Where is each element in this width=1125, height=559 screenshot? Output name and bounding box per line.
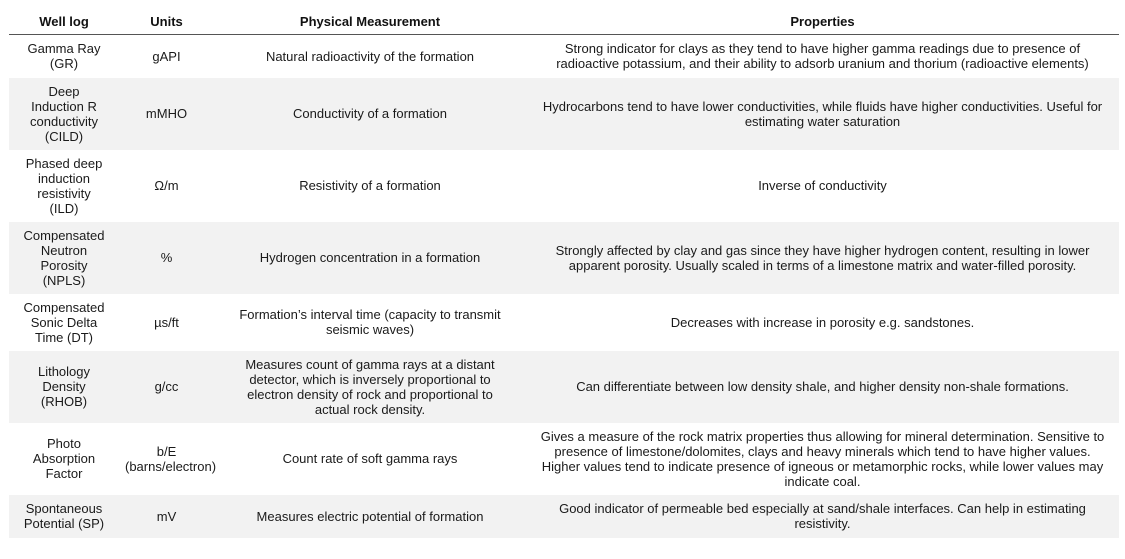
cell-well-log: Compensated Neutron Porosity (NPLS) — [9, 222, 119, 294]
cell-measurement: Measures count of gamma rays at a distant detector, which is inversely proportional to electron density of rock and proportional to actual rock density. — [214, 351, 526, 423]
cell-properties: Inverse of conductivity — [526, 150, 1119, 222]
cell-units: µs/ft — [119, 294, 214, 351]
cell-units: b/E (barns/electron) — [119, 423, 214, 495]
cell-units: Ω/m — [119, 150, 214, 222]
cell-measurement: Conductivity of a formation — [214, 78, 526, 150]
cell-well-log: Phased deep induction resistivity (ILD) — [9, 150, 119, 222]
table-row — [9, 423, 1119, 495]
header-well-log: Well log — [9, 8, 119, 35]
cell-units: g/cc — [119, 351, 214, 423]
cell-measurement: Measures electric potential of formation — [214, 495, 526, 538]
cell-properties: Good indicator of permeable bed especially at sand/shale interfaces. Can help in estimating resistivity. — [526, 495, 1119, 538]
cell-measurement: Count rate of soft gamma rays — [214, 423, 526, 495]
table-row — [9, 222, 1119, 294]
cell-measurement: Formation’s interval time (capacity to transmit seismic waves) — [214, 294, 526, 351]
cell-well-log: Gamma Ray (GR) — [9, 35, 119, 78]
cell-units: gAPI — [119, 35, 214, 78]
table-header — [9, 8, 1119, 35]
header-units: Units — [119, 8, 214, 35]
well-log-table — [9, 8, 1119, 538]
cell-units: mV — [119, 495, 214, 538]
cell-properties: Gives a measure of the rock matrix properties thus allowing for mineral determination. Sensitive to presence of limestone/dolomites, clays and heavy minerals which tend to have higher values. Higher values tend to indicate presence of igneous or metamorphic rocks, while lower values may indicate coal. — [526, 423, 1119, 495]
table-row — [9, 294, 1119, 351]
cell-measurement: Natural radioactivity of the formation — [214, 35, 526, 78]
cell-well-log: Spontaneous Potential (SP) — [9, 495, 119, 538]
cell-well-log: Deep Induction R conductivity (CILD) — [9, 78, 119, 150]
cell-well-log: Compensated Sonic Delta Time (DT) — [9, 294, 119, 351]
header-physical-measurement: Physical Measurement — [214, 8, 526, 35]
cell-properties: Decreases with increase in porosity e.g. sandstones. — [526, 294, 1119, 351]
table-row — [9, 150, 1119, 222]
cell-properties: Can differentiate between low density shale, and higher density non-shale formations. — [526, 351, 1119, 423]
cell-units: % — [119, 222, 214, 294]
header-row — [9, 8, 1119, 35]
cell-units: mMHO — [119, 78, 214, 150]
cell-measurement: Resistivity of a formation — [214, 150, 526, 222]
table-body — [9, 35, 1119, 538]
cell-well-log: Lithology Density (RHOB) — [9, 351, 119, 423]
cell-measurement: Hydrogen concentration in a formation — [214, 222, 526, 294]
cell-properties: Strong indicator for clays as they tend to have higher gamma readings due to presence of radioactive potassium, and their ability to adsorb uranium and thorium (radioactive elements) — [526, 35, 1119, 78]
table-row — [9, 351, 1119, 423]
cell-properties: Hydrocarbons tend to have lower conductivities, while fluids have higher conductivities. Useful for estimating water saturation — [526, 78, 1119, 150]
table-row — [9, 78, 1119, 150]
cell-properties: Strongly affected by clay and gas since they have higher hydrogen content, resulting in lower apparent porosity. Usually scaled in terms of a limestone matrix and water-filled porosity. — [526, 222, 1119, 294]
table-row — [9, 35, 1119, 78]
header-properties: Properties — [526, 8, 1119, 35]
cell-well-log: Photo Absorption Factor — [9, 423, 119, 495]
table-row — [9, 495, 1119, 538]
